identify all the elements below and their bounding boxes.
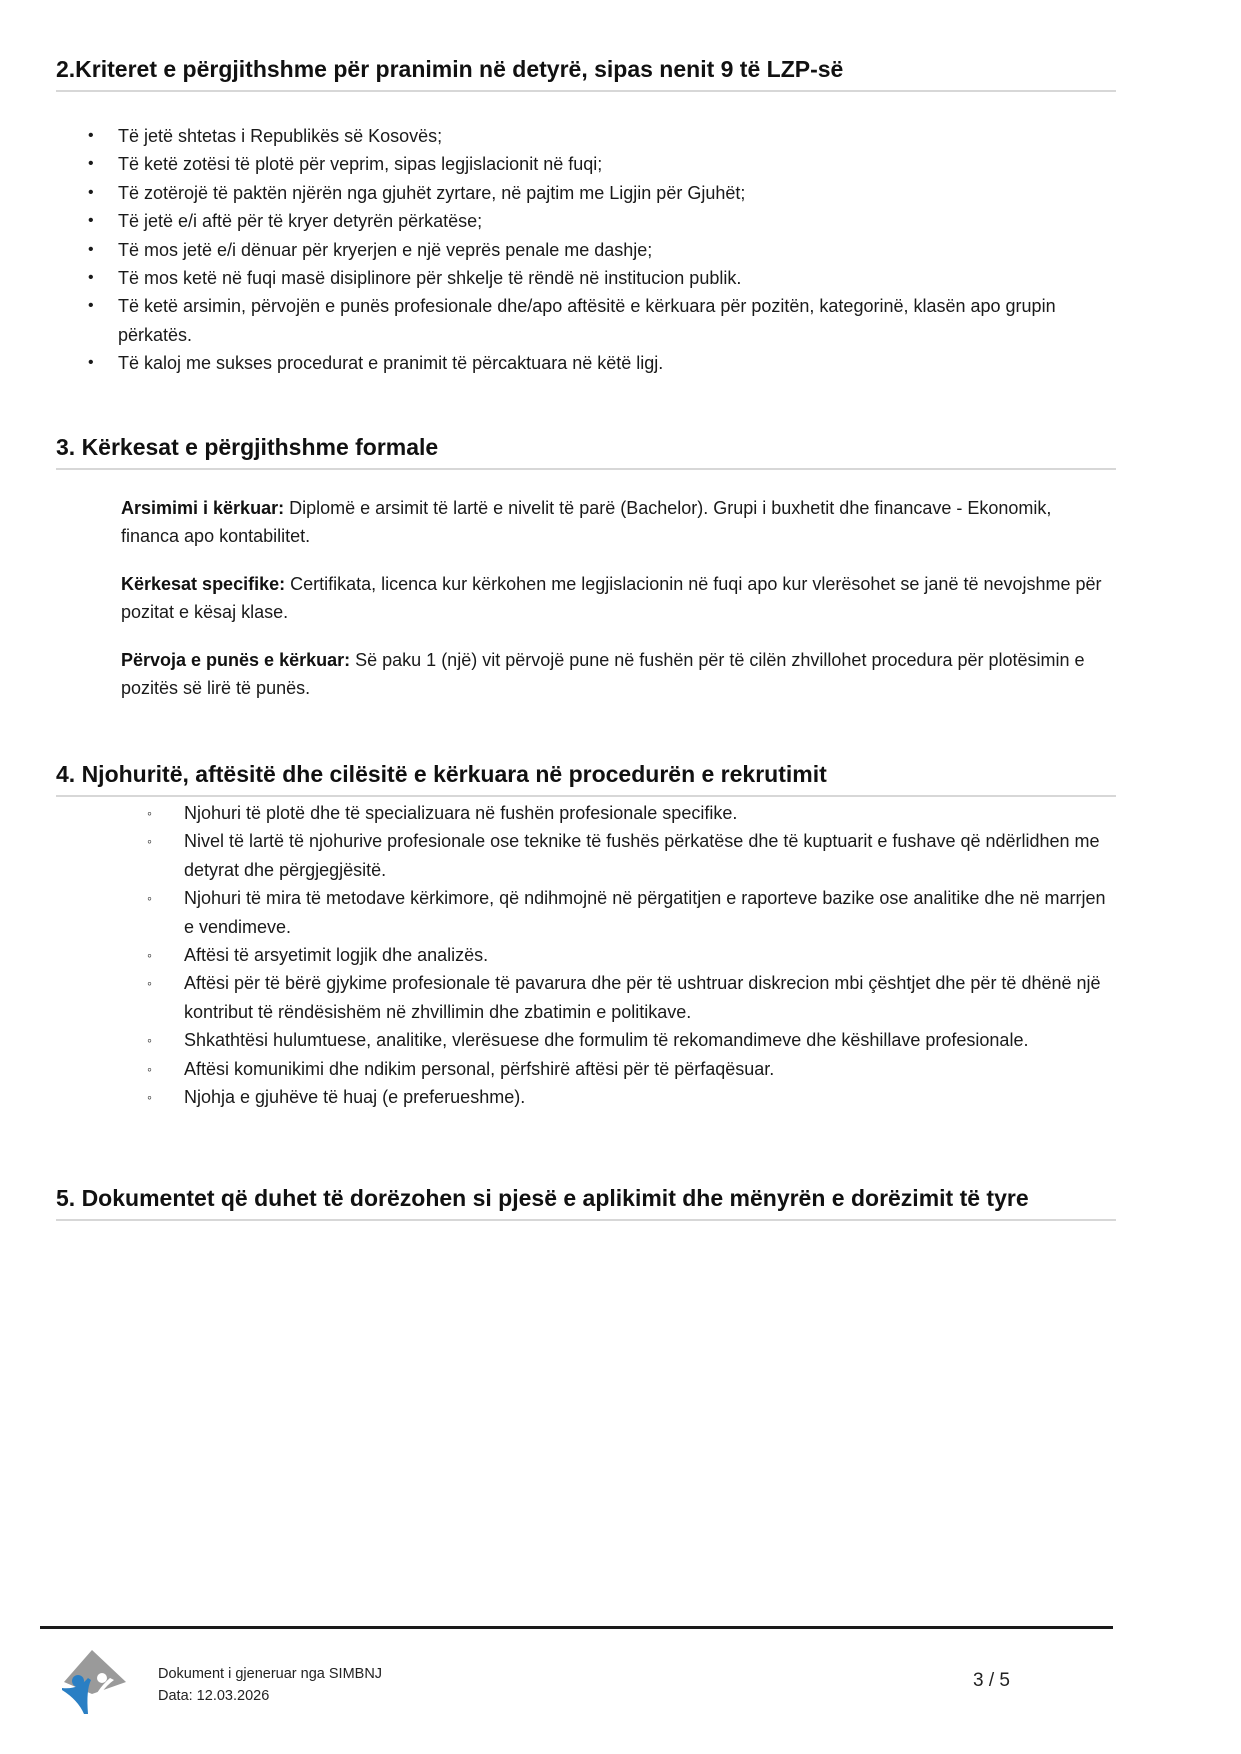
bullet-disc-icon: • (88, 127, 94, 144)
section-heading-formal-requirements: 3. Kërkesat e përgjithshme formale (56, 430, 1116, 470)
bullet-circle-icon: ◦ (147, 890, 152, 907)
bullet-circle-icon: ◦ (147, 1032, 152, 1049)
specific-requirement: Kërkesat specifike: Certifikata, licenca kur kërkohen me legjislacionin në fuqi apo kur vlerësohet se janë të nevojshme për pozitat e kësaj klase. (121, 574, 1102, 622)
education-label: Arsimimi i kërkuar: (121, 498, 285, 518)
list-item: • Të ketë zotësi të plotë për veprim, sipas legjislacionit në fuqi; (84, 150, 1124, 178)
list-item: ◦ Njohuri të mira të metodave kërkimore, që ndihmojnë në përgatitjen e raporteve bazike ose analitike dhe në marrjen e vendimeve. (143, 884, 1113, 941)
date-text: Data: 12.03.2026 (158, 1688, 270, 1704)
list-item: • Të ketë arsimin, përvojën e punës profesionale dhe/apo aftësitë e kërkuara për pozitën, kategorinë, klasën apo grupin përkatës. (84, 292, 1124, 349)
list-item: ◦ Aftësi për të bërë gjykime profesionale të pavarura dhe për të ushtruar diskrecion mbi çështjet dhe për të dhënë një kontribut të rëndësishëm në zhvillimin dhe zbatimin e politikave. (143, 969, 1113, 1026)
experience-requirement: Përvoja e punës e kërkuar: Së paku 1 (një) vit përvojë pune në fushën për të cilën zhvillohet procedura për plotësimin e pozitës së lirë të punës. (121, 650, 1085, 698)
list-item: • Të mos ketë në fuqi masë disiplinore për shkelje të rëndë në institucion publik. (84, 264, 1124, 292)
page-number: 3 / 5 (973, 1670, 1010, 1691)
specific-label: Kërkesat specifike: (121, 574, 286, 594)
bullet-disc-icon: • (88, 269, 94, 287)
footer-divider (40, 1626, 1113, 1629)
list-item: • Të zotërojë të paktën njërën nga gjuhët zyrtare, në pajtim me Ligjin për Gjuhët; (84, 179, 1124, 207)
bullet-disc-icon: • (88, 183, 94, 201)
education-requirement: Arsimimi i kërkuar: Diplomë e arsimit të lartë e nivelit të parë (Bachelor). Grupi i buxhetit dhe financave - Ekonomik, financa apo kontabilitet. (121, 498, 1052, 546)
bullet-disc-icon: • (88, 155, 94, 173)
bullet-disc-icon: • (88, 212, 94, 230)
list-item: ◦ Njohuri të plotë dhe të specializuara në fushën profesionale specifike. (143, 799, 1113, 827)
skills-list (143, 799, 1113, 1111)
bullet-circle-icon: ◦ (147, 1089, 152, 1106)
bullet-disc-icon: • (88, 240, 94, 258)
footer-info (158, 1663, 382, 1707)
list-item: • Të mos jetë e/i dënuar për kryerjen e një veprës penale me dashje; (84, 236, 1124, 264)
section-heading-criteria: 2.Kriteret e përgjithshme për pranimin në detyrë, sipas nenit 9 të LZP-së (56, 52, 1116, 92)
bullet-circle-icon: ◦ (147, 833, 152, 850)
bullet-circle-icon: ◦ (147, 1060, 152, 1077)
list-item: ◦ Njohja e gjuhëve të huaj (e preferueshme). (143, 1083, 1113, 1111)
bullet-circle-icon: ◦ (147, 805, 152, 821)
list-item: ◦ Shkathtësi hulumtuese, analitike, vlerësuese dhe formulim të rekomandimeve dhe këshillave profesionale. (143, 1026, 1113, 1054)
list-item: • Të kaloj me sukses procedurat e pranimit të përcaktuara në këtë ligj. (84, 349, 1124, 377)
section-heading-documents: 5. Dokumentet që duhet të dorëzohen si pjesë e aplikimit dhe mënyrën e dorëzimit të tyre (56, 1181, 1116, 1221)
bullet-disc-icon: • (88, 297, 94, 315)
bullet-circle-icon: ◦ (147, 947, 152, 964)
criteria-list (84, 122, 1124, 378)
generated-by-text: Dokument i gjeneruar nga SIMBNJ (158, 1666, 383, 1682)
list-item: ◦ Aftësi komunikimi dhe ndikim personal, përfshirë aftësi për të përfaqësuar. (143, 1055, 1113, 1083)
list-item: • Të jetë e/i aftë për të kryer detyrën përkatëse; (84, 207, 1124, 235)
bullet-disc-icon: • (88, 354, 94, 372)
section-heading-knowledge-skills: 4. Njohuritë, aftësitë dhe cilësitë e kërkuara në procedurën e rekrutimit (56, 757, 1116, 797)
experience-label: Përvoja e punës e kërkuar: (121, 650, 351, 670)
bullet-circle-icon: ◦ (147, 975, 152, 992)
simbnj-logo-icon (60, 1648, 128, 1718)
list-item: ◦ Aftësi të arsyetimit logjik dhe analizës. (143, 941, 1113, 969)
list-item: ◦ Nivel të lartë të njohurive profesionale ose teknike të fushës përkatëse dhe të kuptuarit e fushave që ndërlidhen me detyrat dhe përgjegjësitë. (143, 827, 1113, 884)
list-item: • Të jetë shtetas i Republikës së Kosovës; (84, 122, 1124, 150)
